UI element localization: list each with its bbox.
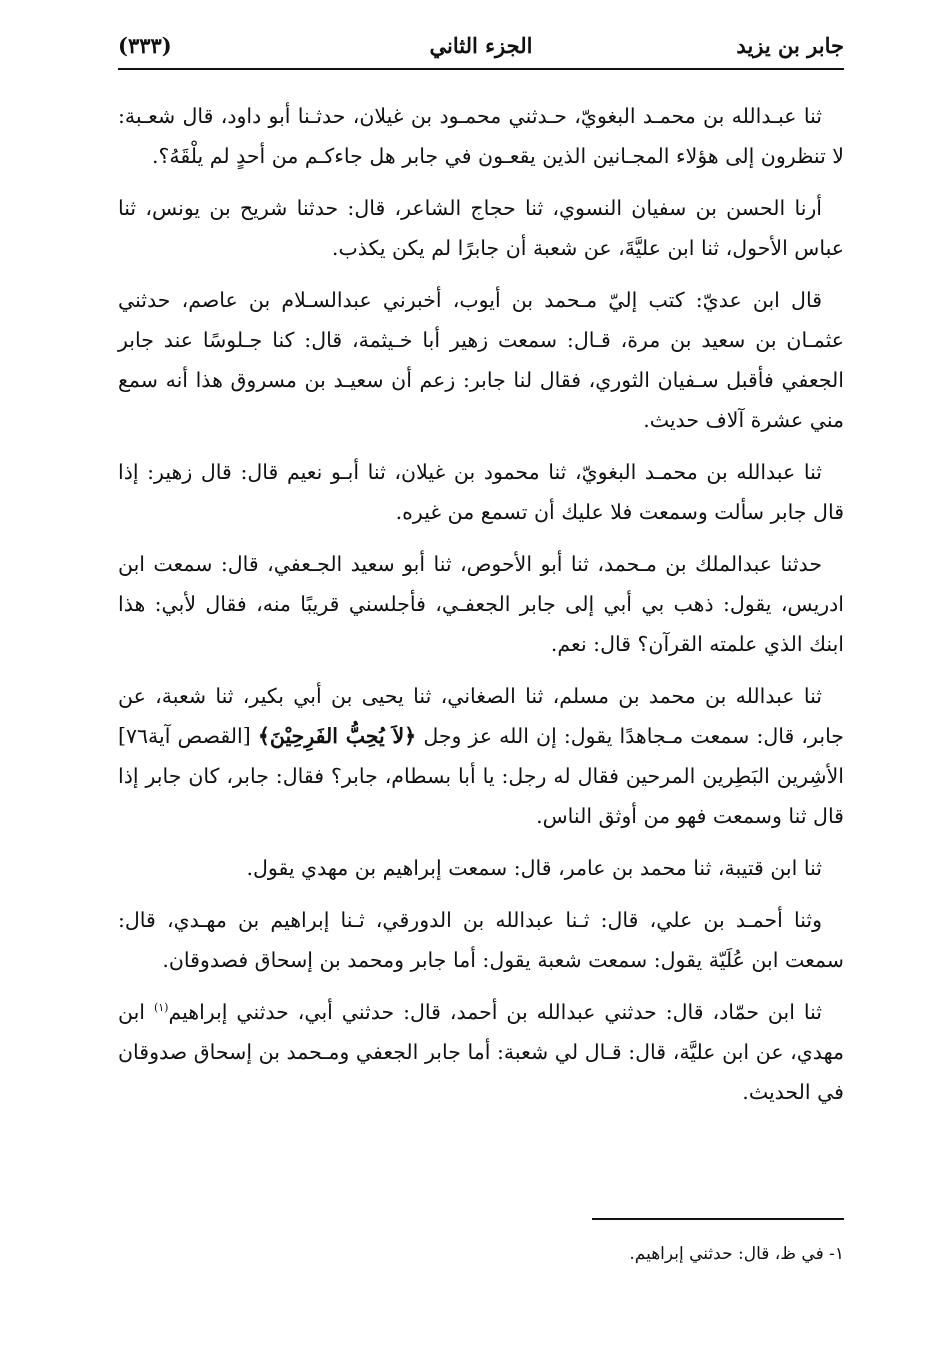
footnote-separator [592, 1218, 844, 1220]
paragraph-8: وثنا أحمـد بن علي، قال: ثـنا عبدالله بن الدورقي، ثـنا إبراهيم بن مهـدي، قال: سمعت ابن عُلَيّة يقول: سمعت شعبة يقول: أما جابر ومحمد بن إسحاق فصدوقان. [118, 908, 844, 972]
running-title: جابر بن يزيد [736, 33, 844, 58]
footnote: ١- في ظ، قال: حدثني إبراهيم. [629, 1244, 844, 1264]
paragraph-9-text-after: ابن مهدي، عن ابن عليَّة، قال: قـال لي شعبة: أما جابر الجعفي ومـحمد بن إسحاق صدوقان في الحديث. [118, 1000, 844, 1104]
footnote-reference: (١) [153, 1001, 169, 1015]
paragraph-4: ثنا عبدالله بن محمـد البغويّ، ثنا محمود بن غيلان، ثنا أبـو نعيم قال: قال زهير: إذا قال جابر سألت وسمعت فلا عليك أن تسمع من غيره. [118, 460, 844, 524]
paragraph-6-text-after: [القصص آية٧٦] الأشِرين البَطِرين المرحين فقال له رجل: يا أبا بسطام، جابر؟ فقال: جابر، كان جابر إذا قال ثنا وسمعت فهو من أوثق الناس. [118, 724, 844, 828]
quran-verse: ﴿لاَ يُحِبُّ الفَرِحِيْنَ﴾ [257, 724, 417, 748]
paragraph-6 [118, 676, 844, 836]
paragraph-6-text-before: ثنا عبدالله بن محمد بن مسلم، ثنا الصغاني، ثنا يحيى بن أبي بكير، ثنا شعبة، عن جابر، قال: سمعت مـجاهدًا يقول: إن الله عز وجل [118, 684, 844, 748]
paragraph-5: حدثنا عبدالملك بن مـحمد، ثنا أبو الأحوص، ثنا أبو سعيد الجـعفي، قال: سمعت ابن ادريس، يقول: ذهب بي أبي إلى جابر الجعفـي، فأجلسني قريبًا منه، فقال لأبي: هذا ابنك الذي علمته القرآن؟ قال: نعم. [118, 552, 844, 656]
page-header [118, 24, 844, 70]
paragraph-7: ثنا ابن قتيبة، ثنا محمد بن عامر، قال: سمعت إبراهيم بن مهدي يقول. [246, 856, 822, 880]
paragraph-3: قال ابن عديّ: كتب إليّ مـحمد بن أيوب، أخبرني عبدالسـلام بن عاصم، حدثني عثمـان بن سعيد بن مرة، قـال: سمعت زهير أبا خـيثمة، قال: كنا جـلوسًا عند جابر الجعفي فأقبل سـفيان الثوري، فقال لنا جابر: زعم أن سعيـد بن مسروق هذا أنه سمع مني عشرة آلاف حديث. [118, 288, 844, 432]
main-text [118, 96, 844, 1124]
paragraph-9-text-before: ثنا ابن حمّاد، قال: حدثني عبدالله بن أحمد، قال: حدثني أبي، حدثني إبراهيم [168, 1000, 822, 1024]
page-number: (٣٣٣) [118, 33, 172, 58]
paragraph-9 [118, 992, 844, 1112]
volume-title: الجزء الثاني [429, 33, 533, 58]
paragraph-1: ثنا عبـدالله بن محمـد البغويّ، حـدثني محمـود بن غيلان، حدثـنا أبو داود، قال شعـبة: لا تنظرون إلى هؤلاء المجـانين الذين يقعـون في جابر هل جاءكـم من أحدٍ لم يلْقَهُ؟. [118, 104, 844, 168]
paragraph-2: أرنا الحسن بن سفيان النسوي، ثنا حجاج الشاعر، قال: حدثنا شريح بن يونس، ثنا عباس الأحول، ثنا ابن عليَّةَ، عن شعبة أن جابرًا لم يكن يكذب. [118, 196, 844, 260]
